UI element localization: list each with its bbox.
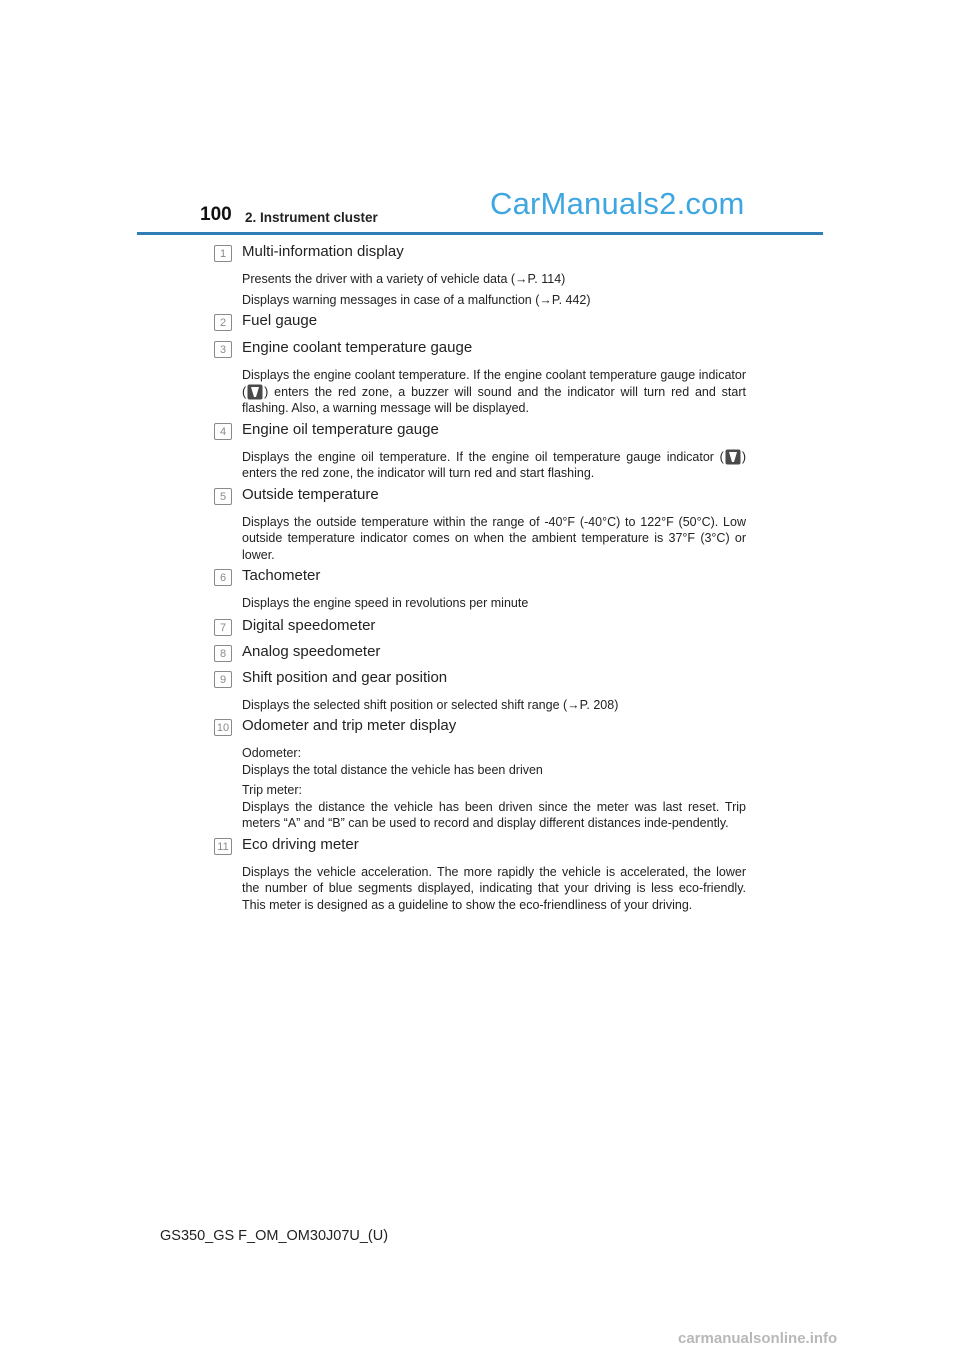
item-number-badge: 11 — [214, 838, 232, 855]
item-number-badge: 1 — [214, 245, 232, 262]
item-description — [242, 449, 746, 482]
description-text: ) enters the red zone, the indicator will turn red and start flashing. — [242, 449, 746, 481]
item-list — [214, 243, 746, 917]
item-title: Odometer and trip meter display — [242, 717, 457, 735]
oil-temperature-icon — [725, 449, 741, 465]
page-number: 100 — [200, 204, 232, 225]
list-item — [214, 567, 746, 612]
item-number-badge: 3 — [214, 341, 232, 358]
item-number-badge: 2 — [214, 314, 232, 331]
item-description — [242, 697, 746, 714]
item-title: Digital speedometer — [242, 616, 376, 634]
description-line: Displays warning messages in case of a malfunction (→P. 442) — [242, 292, 591, 307]
description-text: ) enters the red zone, a buzzer will sound and the indicator will turn red and start flashing. Also, a warning message will be displayed. — [242, 384, 746, 416]
item-title: Outside temperature — [242, 485, 379, 503]
list-item — [214, 312, 746, 334]
list-item — [214, 836, 746, 914]
list-item — [214, 486, 746, 564]
section-title: 2. Instrument cluster — [245, 210, 378, 225]
list-item — [214, 669, 746, 714]
description-text: Displays the vehicle acceleration. The more rapidly the vehicle is accelerated, the lower the number of blue segments displayed, indicating that your driving is less eco-friendly. This meter is designed as a guideline to show the eco-friendliness of your driving. — [242, 864, 746, 912]
description-text: Displays the selected shift position or selected shift range (→P. 208) — [242, 697, 619, 712]
description-line: Presents the driver with a variety of vehicle data (→P. 114) — [242, 272, 566, 286]
description-text: Displays the engine speed in revolutions per minute — [242, 596, 529, 611]
list-item — [214, 339, 746, 417]
description-text: Displays the engine coolant temperature. If the engine coolant temperature gauge indicator ( — [242, 368, 746, 399]
item-description — [242, 271, 746, 308]
item-number-badge: 7 — [214, 619, 232, 636]
list-item — [214, 617, 746, 639]
item-number-badge: 10 — [214, 719, 232, 736]
coolant-temperature-icon — [247, 384, 263, 400]
description-text: Displays the engine oil temperature. If the engine oil temperature gauge indicator ( — [242, 449, 724, 464]
item-number-badge: 8 — [214, 645, 232, 662]
item-title: Engine oil temperature gauge — [242, 420, 439, 438]
item-title: Shift position and gear position — [242, 668, 448, 686]
trip-meter-description: Displays the distance the vehicle has been driven since the meter was last reset. Trip meters “A” and “B” can be used to record and display different distances inde-pendently. — [242, 799, 746, 831]
item-number-badge: 5 — [214, 488, 232, 505]
item-title: Tachometer — [242, 567, 321, 585]
document-code: GS350_GS F_OM_OM30J07U_(U) — [160, 1228, 389, 1244]
header-divider — [137, 232, 823, 235]
description-text: Displays the outside temperature within the range of -40°F (-40°C) to 122°F (50°C). Low outside temperature indicator comes on when the ambient temperature is 37°F (3°C) or lower. — [242, 514, 746, 562]
list-item — [214, 243, 746, 308]
odometer-label: Odometer: — [242, 746, 302, 761]
list-item — [214, 717, 746, 832]
list-item — [214, 421, 746, 482]
trip-meter-label: Trip meter: — [242, 783, 302, 798]
item-number-badge: 4 — [214, 423, 232, 440]
item-description — [242, 595, 746, 612]
item-number-badge: 9 — [214, 671, 232, 688]
item-title: Fuel gauge — [242, 312, 318, 329]
item-description — [242, 745, 746, 832]
odometer-description: Displays the total distance the vehicle has been driven — [242, 762, 543, 777]
item-description — [242, 864, 746, 914]
item-title: Eco driving meter — [242, 835, 359, 853]
watermark-logo[interactable]: CarManuals2.com — [490, 186, 745, 221]
item-title: Engine coolant temperature gauge — [242, 339, 473, 356]
item-number-badge: 6 — [214, 569, 232, 586]
item-title: Multi-information display — [242, 243, 404, 260]
item-description — [242, 514, 746, 564]
item-description — [242, 367, 746, 417]
list-item — [214, 643, 746, 665]
footer-watermark[interactable]: carmanualsonline.info — [678, 1330, 838, 1347]
item-title: Analog speedometer — [242, 642, 381, 660]
